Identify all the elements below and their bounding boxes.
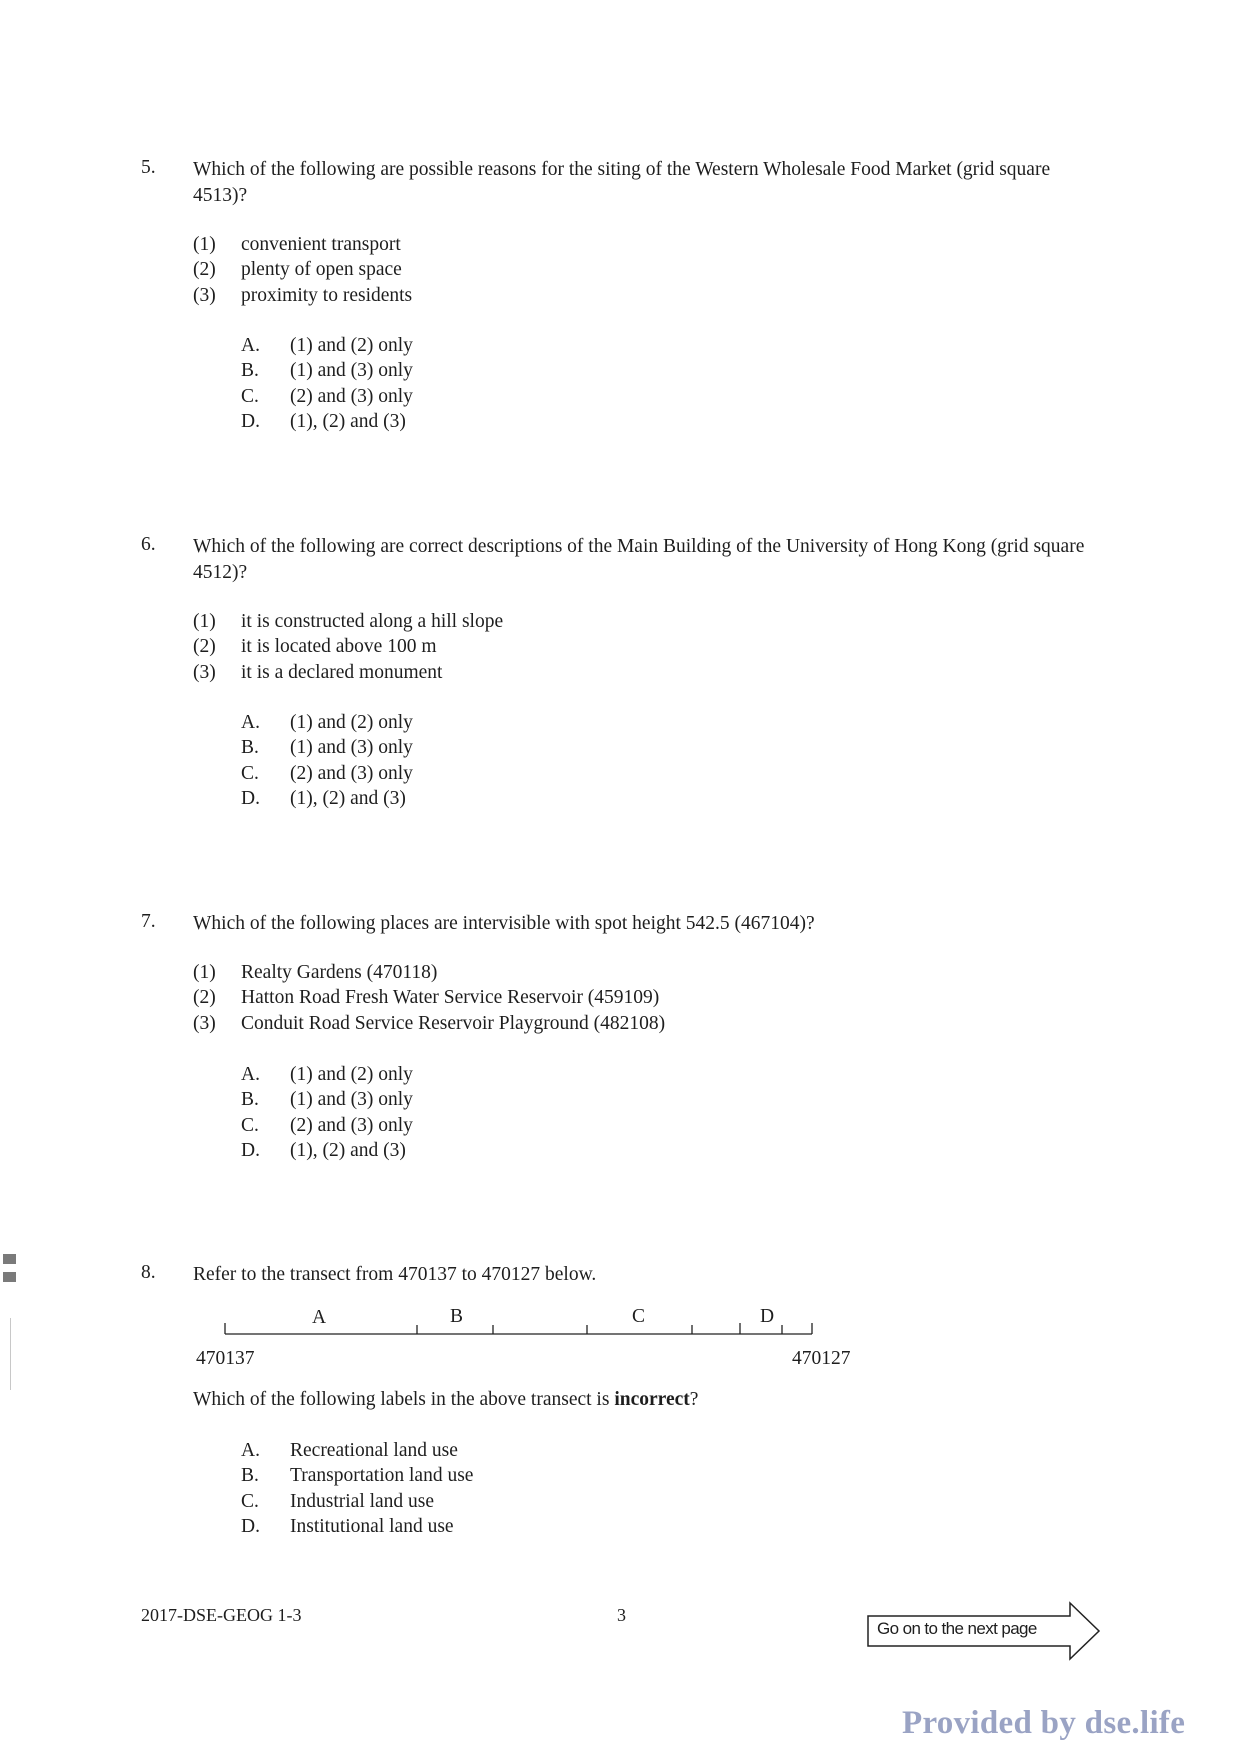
statement-list <box>193 960 665 1036</box>
option: C. (2) and (3) only <box>241 762 413 784</box>
question-text: Which of the following are correct descriptions of the Main Building of the University of Hong Kong (grid square 4512)? <box>193 536 1085 583</box>
option: B. (1) and (3) only <box>241 360 413 382</box>
page-number: 3 <box>617 1605 626 1625</box>
option: D. (1), (2) and (3) <box>241 787 406 809</box>
question-text: Refer to the transect from 470137 to 470127 below. <box>193 1264 597 1285</box>
option: A. Recreational land use <box>241 1440 458 1461</box>
option-list <box>241 333 413 434</box>
question-text-2: Which of the following labels in the above transect is incorrect? <box>193 1389 699 1410</box>
question-number: 8. <box>141 1262 156 1283</box>
option: C. (2) and (3) only <box>241 1114 413 1136</box>
statement-list <box>193 609 503 685</box>
transect-end: 470127 <box>792 1348 851 1369</box>
option: A. (1) and (2) only <box>241 712 413 733</box>
statement: (1) it is constructed along a hill slope <box>193 611 504 632</box>
option: D. (1), (2) and (3) <box>241 1139 406 1161</box>
option: B. Transportation land use <box>241 1465 474 1487</box>
statement: (3) it is a declared monument <box>193 661 443 683</box>
question-text: Which of the following places are intervisible with spot height 542.5 (467104)? <box>193 913 815 934</box>
question-number: 7. <box>141 911 156 932</box>
option: C. Industrial land use <box>241 1490 435 1512</box>
statement: (3) Conduit Road Service Reservoir Playground (482108) <box>193 1012 666 1034</box>
option-list <box>241 1062 413 1163</box>
statement-list <box>193 232 412 308</box>
transect-label-d: D <box>760 1306 775 1327</box>
option: A. (1) and (2) only <box>241 335 413 356</box>
transect-label-b: B <box>450 1306 464 1327</box>
statement: (1) convenient transport <box>193 234 401 255</box>
question-number: 6. <box>141 534 156 555</box>
option: B. (1) and (3) only <box>241 1089 413 1111</box>
scan-edge <box>10 1318 11 1390</box>
transect-start: 470137 <box>196 1348 255 1369</box>
statement: (2) Hatton Road Fresh Water Service Reservoir (459109) <box>193 987 660 1009</box>
statement: (3) proximity to residents <box>193 284 413 306</box>
option: A. (1) and (2) only <box>241 1064 413 1085</box>
paper-code: 2017-DSE-GEOG 1-3 <box>141 1605 302 1625</box>
scan-mark <box>3 1254 16 1264</box>
question-number: 5. <box>141 157 156 178</box>
statement: (1) Realty Gardens (470118) <box>193 962 438 983</box>
option: D. (1), (2) and (3) <box>241 410 406 432</box>
transect-line <box>215 1310 815 1340</box>
scan-mark <box>3 1272 16 1282</box>
option: D. Institutional land use <box>241 1515 454 1537</box>
statement: (2) plenty of open space <box>193 259 402 281</box>
emphasis-incorrect: incorrect <box>614 1389 690 1410</box>
question-text: Which of the following are possible reasons for the siting of the Western Wholesale Food Market (grid square 4513)? <box>193 159 1051 206</box>
option-list <box>241 710 413 811</box>
watermark: Provided by dse.life <box>902 1705 1186 1741</box>
option: B. (1) and (3) only <box>241 737 413 759</box>
transect-label-a: A <box>312 1307 327 1328</box>
next-page-label: Go on to the next page <box>877 1619 1037 1638</box>
option: C. (2) and (3) only <box>241 385 413 407</box>
statement: (2) it is located above 100 m <box>193 636 437 658</box>
option-list <box>241 1438 473 1539</box>
transect-label-c: C <box>632 1306 646 1327</box>
